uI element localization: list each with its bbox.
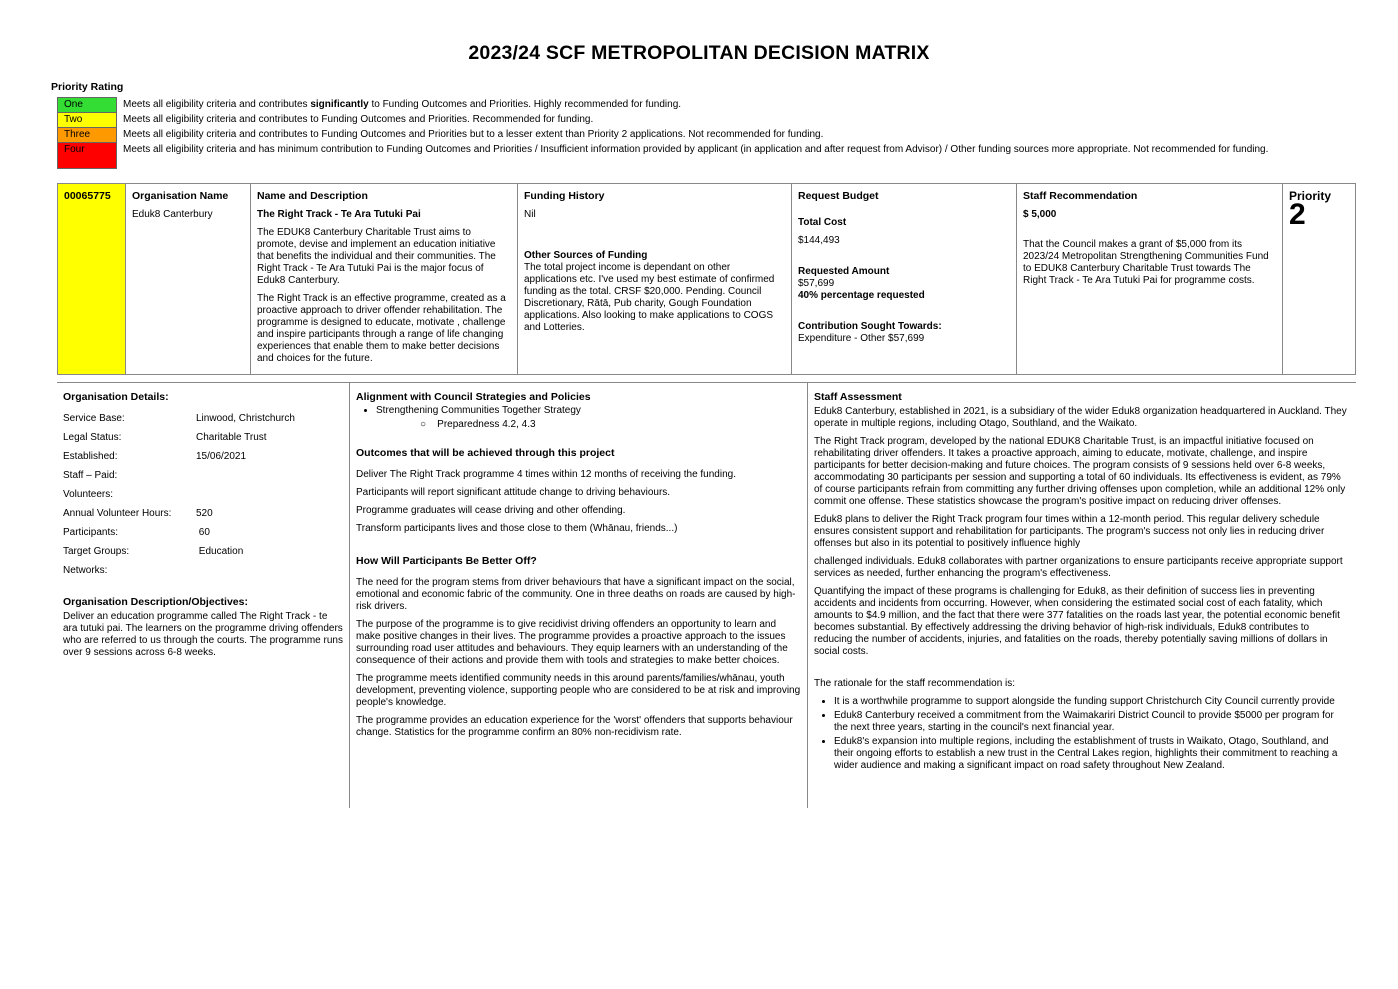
- project-name: The Right Track - Te Ara Tutuki Pai: [257, 209, 421, 220]
- org-name: Eduk8 Canterbury: [132, 209, 213, 220]
- project-description-2: The Right Track is an effective programme, created as a proactive approach to driver offender rehabilitation. The programme is designed to educate, motivate , challenge and inspire participants through a range of life changing experiences that enable them to make better decisions and choices for the future.: [257, 293, 506, 364]
- legend-desc-one: Meets all eligibility criteria and contributes significantly to Funding Outcomes and Priorities. Highly recommended for funding.: [123, 99, 682, 110]
- rationale-item: • Eduk8's expansion into multiple regions, including the establishment of trusts in Waikato, Otago, Southland, and their ongoing efforts to establish a new trust in the Central Lakes region, highlights their commitment to reaching a wider audience and making a significant impact on road safety throughout New Zealand.: [834, 736, 1350, 772]
- assessment-para: Quantifying the impact of these programs is challenging for Eduk8, as their definition of success lies in preventing accidents and incidents from occurring. However, when considering the estimated social cost of each fatality, which amounts to $4.9 million, and the fact that there were 377 fatalities on the roads last year, the potential economic benefit becomes substantial. By effectively addressing the driving behavior of high-risk individuals, Eduk8 contributes to reducing the number of accidents, injuries, and fatalities on the roads, thereby potentially saving millions of dollars in social costs.: [814, 586, 1340, 657]
- outcomes-header: Outcomes that will be achieved through this project: [356, 447, 615, 459]
- org-details-header: Organisation Details:: [63, 391, 169, 403]
- assessment-para: challenged individuals. Eduk8 collaborates with partner organizations to ensure participants receive appropriate support services as needed, further enhancing the program's effectiveness.: [814, 556, 1343, 579]
- project-description-1: The EDUK8 Canterbury Charitable Trust aims to promote, devise and implement an education initiative that benefits the individual and their communities. The Right Track - Te Ara Tutuki Pai is the major focus of Eduk8 Canterbury.: [257, 227, 496, 286]
- name-description-cell: [251, 184, 518, 374]
- outcome-item: Deliver The Right Track programme 4 times within 12 months of receiving the funding.: [356, 469, 736, 480]
- strategy-sub-item: ○ Preparedness 4.2, 4.3: [420, 419, 536, 430]
- priority-value: 2: [1289, 198, 1306, 231]
- rationale-list: [814, 696, 1350, 772]
- details-section: [57, 382, 1356, 808]
- detail-row: Annual Volunteer Hours: 520: [63, 508, 213, 519]
- detail-row: Legal Status: Charitable Trust: [63, 432, 267, 443]
- rationale-header: The rationale for the staff recommendation is:: [814, 678, 1016, 689]
- detail-row: Established: 15/06/2021: [63, 451, 247, 462]
- legend-swatch-four: Four: [57, 142, 117, 169]
- detail-row: Service Base: Linwood, Christchurch: [63, 413, 295, 424]
- total-cost-label: Total Cost: [798, 217, 847, 228]
- better-off-para: The programme provides an education experience for the 'worst' offenders that supports behaviour change. Statistics for the programme confirm an 80% non-recidivism rate.: [356, 715, 793, 738]
- org-description-text: Deliver an education programme called The Right Track - te ara tutuki pai. The learners on the programme driving offenders who are referred to us through the courts. The programme runs over 9 sessions across 6-8 weeks.: [63, 611, 343, 658]
- detail-row: Participants: 60: [63, 527, 210, 538]
- legend-row-four: [57, 142, 1317, 169]
- priority-cell: [1283, 184, 1355, 374]
- priority-legend: [57, 97, 1317, 169]
- rationale-item: • It is a worthwhile programme to support alongside the funding support Christchurch City Council currently provide: [834, 696, 1350, 708]
- outcome-item: Transform participants lives and those close to them (Whānau, friends...): [356, 523, 678, 534]
- name-description-header: Name and Description: [257, 190, 368, 202]
- rationale-item: • Eduk8 Canterbury received a commitment from the Waimakariri District Council to provide $5000 per program for the next three years, starting in the council's next financial year.: [834, 710, 1350, 734]
- requested-amount-label: Requested Amount: [798, 266, 890, 277]
- legend-desc-three: Meets all eligibility criteria and contributes to Funding Outcomes and Priorities but to a lesser extent than Priority 2 applications. Not recommended for funding.: [123, 129, 824, 140]
- legend-row-one: [57, 97, 1317, 112]
- application-summary-table: [57, 183, 1356, 375]
- legend-desc-two: Meets all eligibility criteria and contributes to Funding Outcomes and Priorities. Recommended for funding.: [123, 114, 594, 125]
- total-cost-value: $144,493: [798, 235, 840, 246]
- org-details-column: [57, 383, 349, 808]
- staff-recommendation-text: That the Council makes a grant of $5,000 from its 2023/24 Metropolitan Strengthening Communities Fund to EDUK8 Canterbury Charitable Trust towards The Right Track - Te Ara Tutuki Pai for programme costs.: [1023, 239, 1269, 286]
- other-sources-header: Other Sources of Funding: [524, 250, 648, 261]
- detail-row: Networks:: [63, 565, 108, 576]
- staff-assessment-header: Staff Assessment: [814, 391, 902, 403]
- assessment-para: The Right Track program, developed by the national EDUK8 Charitable Trust, is an impactful initiative focused on rehabilitating driver offenders. It takes a proactive approach, aiming to educate, motivate, challenge, and inspire participants for better decision-making and future choices. The program consists of 9 sessions held over 6-8 weeks, accommodating 30 participants per session and supporting a total of 60 individuals. Its effectiveness is evident, as 79% of course participants refrain from committing any further driving offenses upon completion, while an additional 12% only commit one offense. These statistics showcase the program's positive impact on reducing driver offenses.: [814, 436, 1346, 507]
- strategy-list: [356, 405, 801, 417]
- request-budget-cell: [792, 184, 1017, 374]
- assessment-para: Eduk8 Canterbury, established in 2021, is a subsidiary of the wider Eduk8 organization headquartered in Auckland. They operate in multiple regions, including Otago, Southland, and the Waikato.: [814, 406, 1347, 429]
- org-details-list: [63, 413, 343, 584]
- org-name-cell: [126, 184, 251, 374]
- legend-desc-four: Meets all eligibility criteria and has minimum contribution to Funding Outcomes and Priorities / Insufficient information provided by applicant (in application and after request from Advisor) / Other funding sources more appropriate. Not recommended for funding.: [123, 144, 1269, 155]
- legend-row-three: [57, 127, 1317, 142]
- funding-history-header: Funding History: [524, 190, 605, 202]
- page-title: 2023/24 SCF METROPOLITAN DECISION MATRIX: [468, 42, 930, 64]
- other-sources-text: The total project income is dependant on other applications etc. I've used my best estimate of confirmed funding as the total. CRSF $20,000. Pending. Council Discretionary, Rātā, Pub charity, Gough Foundation applications. Also looking to make applications to COGS and Lotteries.: [524, 262, 775, 333]
- staff-recommendation-cell: [1017, 184, 1283, 374]
- staff-assessment-column: [807, 383, 1356, 808]
- request-budget-header: Request Budget: [798, 190, 879, 202]
- legend-row-two: [57, 112, 1317, 127]
- legend-swatch-one: One: [57, 97, 117, 112]
- org-name-header: Organisation Name: [132, 190, 229, 202]
- detail-row: Volunteers:: [63, 489, 114, 500]
- better-off-para: The need for the program stems from driver behaviours that have a significant impact on the social, emotional and economic fabric of the community. One in three deaths on roads are caused by high-risk drivers.: [356, 577, 796, 612]
- detail-row: Target Groups: Education: [63, 546, 244, 557]
- priority-rating-label: Priority Rating: [51, 81, 124, 93]
- contribution-value: Expenditure - Other $57,699: [798, 333, 925, 344]
- better-off-header: How Will Participants Be Better Off?: [356, 555, 537, 567]
- funding-history-value: Nil: [524, 209, 536, 220]
- assessment-para: Eduk8 plans to deliver the Right Track program four times within a 12-month period. This regular delivery schedule ensures consistent support and rehabilitation for participants. The program's success not only lies in reducing driver offenses but also in its potential to positively influence highly: [814, 514, 1325, 549]
- legend-swatch-two: Two: [57, 112, 117, 127]
- application-id: 00065775: [64, 190, 111, 202]
- priority-header: Priority: [1289, 189, 1332, 203]
- contribution-label: Contribution Sought Towards:: [798, 321, 942, 332]
- requested-amount-value: $57,699: [798, 278, 835, 289]
- strategy-item: • Strengthening Communities Together Strategy: [376, 405, 801, 417]
- outcome-item: Programme graduates will cease driving and other offending.: [356, 505, 626, 516]
- alignment-column: [349, 383, 807, 808]
- application-id-cell: [58, 184, 126, 374]
- staff-recommendation-header: Staff Recommendation: [1023, 190, 1138, 202]
- staff-recommendation-amount: $ 5,000: [1023, 209, 1057, 220]
- percentage-requested: 40% percentage requested: [798, 290, 925, 301]
- funding-history-cell: [518, 184, 792, 374]
- legend-swatch-three: Three: [57, 127, 117, 142]
- detail-row: Staff – Paid:: [63, 470, 118, 481]
- org-description-header: Organisation Description/Objectives:: [63, 596, 248, 608]
- better-off-para: The purpose of the programme is to give recidivist driving offenders an opportunity to learn and make positive changes in their lives. The programme provides a proactive approach to the issues surrounding road user attitudes and behaviours. They equip learners with an understanding of the consequence of their actions and provide them with tools and strategies to make better choices.: [356, 619, 788, 666]
- outcome-item: Participants will report significant attitude change to driving behaviours.: [356, 487, 671, 498]
- alignment-header: Alignment with Council Strategies and Policies: [356, 391, 591, 403]
- better-off-para: The programme meets identified community needs in this around parents/families/whānau, youth development, preventing violence, supporting people who are considered to be at risk and improving people's knowledge.: [356, 673, 801, 708]
